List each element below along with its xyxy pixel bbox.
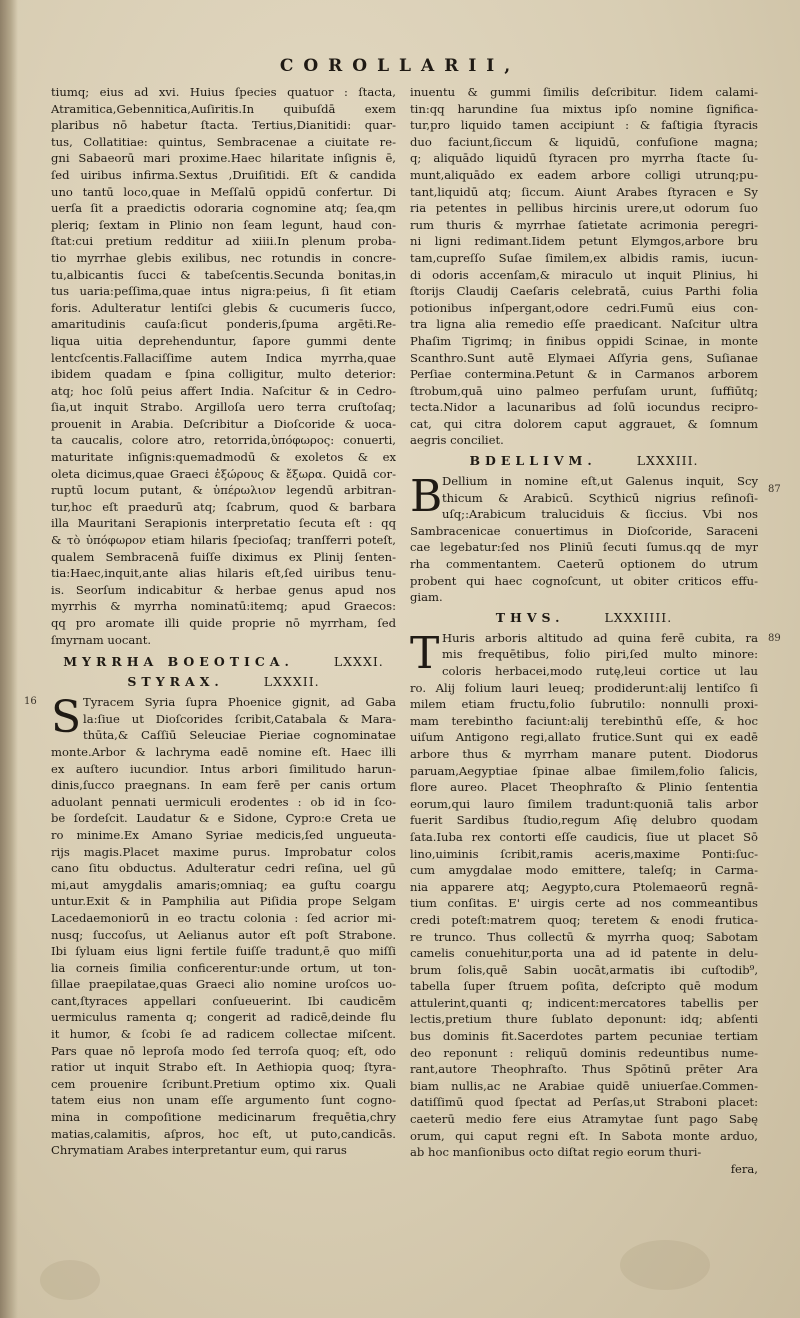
- text-line: uerſa ſit a praedictis odoraria cognomine atq; ſea,qm: [51, 201, 396, 216]
- heading-number: LXXXII.: [263, 674, 320, 690]
- text-line: di odoris accenſam,& miraculo ut inquit Plinius, hi: [410, 267, 758, 282]
- text-line: uſq;:Arabicum traluciduis & ſiccius. Vbi nos: [442, 507, 758, 522]
- text-line: Phaſim Tigrimq; in finibus oppidi Scinae, in monte: [410, 333, 758, 348]
- drop-cap-lines: [410, 630, 758, 680]
- text-line: arbore thus & myrrham manare putent. Diodorus: [410, 746, 758, 761]
- text-line: ſia,ut inquit Strabo. Argilloſa uero terra cruſtoſaq;: [51, 400, 396, 415]
- text-line: untur.Exit & in Pamphilia aut Piſidia prope Selgam: [51, 894, 396, 909]
- text-line: tus, Collatitiae: quintus, Sembracenae a ciuitate re-: [51, 134, 396, 149]
- text-line: Huris arboris altitudo ad quina ferē cubita, ra: [442, 630, 758, 645]
- drop-cap-block: [51, 694, 396, 744]
- text-line: tam,cupreſſo Suſae ſimilem,ex albidis ramis, iucun-: [410, 250, 758, 265]
- heading-title: BDELLIVM.: [469, 453, 597, 469]
- heading-number: LXXXIII.: [636, 453, 699, 469]
- text-line: biam nullis,ac ne Arabiae quidē uniuerſae.Commen-: [410, 1078, 758, 1093]
- text-line: Ibi ſyluam eius ligni fertile fuiſſe tradunt,ē quo miſſi: [51, 944, 396, 959]
- text-line: ſillae praepilatae,quas Graeci alio nomine uroſcos uo-: [51, 977, 396, 992]
- text-line: cano ſitu obductus. Adulteratur cedri reſina, uel gū: [51, 861, 396, 876]
- text-line: brum ſolis,quē Sabin uocāt,armatis ibi cuſtodib⁹,: [410, 962, 758, 977]
- text-line: it humor, & ſcobi ſe ad radicem collectae miſcent.: [51, 1027, 396, 1042]
- text-line: tra ligna alia remedio eſſe praedicant. Naſcitur ultra: [410, 317, 758, 332]
- drop-cap: B: [410, 473, 443, 523]
- section-heading: [51, 654, 396, 674]
- left-paragraph: [51, 84, 396, 648]
- text-line: aduolant pennati uermiculi erodentes : ob id in ſco-: [51, 794, 396, 809]
- text-line: q; aliquādo liquidū ſtyracen pro myrrha ſtacte ſu-: [410, 151, 758, 166]
- text-line: uiſum Antigono regi,allato frutice.Sunt qui ex eadē: [410, 730, 758, 745]
- catchword: fera,: [730, 1161, 758, 1176]
- text-line: mam terebintho faciunt:alij terebinthū eſſe, & hoc: [410, 713, 758, 728]
- text-line: ſtrobum,quā uino palmeo perfuſam urunt, ſuffiūtq;: [410, 383, 758, 398]
- text-line: re trunco. Thus collectū & myrrha quoq; Sabotam: [410, 929, 758, 944]
- text-line: rijs magis.Placet maxime purus. Improbatur colos: [51, 844, 396, 859]
- drop-cap-block: [410, 473, 758, 523]
- text-line: tatem eius non unam eſſe argumento ſunt cogno-: [51, 1093, 396, 1108]
- right-paragraph: [410, 84, 758, 449]
- text-line: matias,calamitis, aſpros, hoc eſt, ut puto,candicās.: [51, 1126, 396, 1141]
- text-line: Scanthro.Sunt autē Elymaei Aſſyria gens, Suſianae: [410, 350, 758, 365]
- text-line: nia apparere atq; Aegypto,cura Ptolemaeorū regnā-: [410, 879, 758, 894]
- paper-stain: [40, 1260, 100, 1300]
- text-line: uno tantū loco,quae in Meſſalū oppidū confertur. Di: [51, 184, 396, 199]
- text-line: coloris herbacei,modo rutę,leui cortice ut lau: [442, 664, 758, 678]
- text-line: be ſordeſcit. Laudatur & e Sidone, Cypro:e Creta ue: [51, 811, 396, 826]
- text-line: ſtat:cui pretium redditur ad xiiii.In plenum proba-: [51, 234, 396, 249]
- running-header: COROLLARII,: [279, 56, 521, 76]
- text-line: amaritudinis cauſa:ſicut ponderis,ſpuma argēti.Re-: [51, 317, 396, 332]
- text-line: munt,aliquādo ex eadem arbore colligi utrunq;pu-: [410, 167, 758, 182]
- text-line: tur,hoc eſt praedurū atq; ſcabrum, quod & barbara: [51, 499, 396, 514]
- section-heading: [410, 610, 758, 630]
- text-line: probent qui haec cognoſcunt, ut obiter criticos effu-: [410, 573, 758, 588]
- left-column: [51, 84, 396, 1159]
- drop-cap-lines: [51, 694, 396, 744]
- heading-title: STYRAX.: [127, 674, 224, 690]
- text-line: oleta dicimus,quae Graeci ἐξώρους & ἔξωρα. Quidā cor-: [51, 466, 396, 481]
- text-line: ſed uiribus infirma.Sextus ,Druiſitidi. Eſt & candida: [51, 167, 396, 182]
- text-line: monte.Arbor & lachryma eadē nomine eſt. Haec illi: [51, 744, 396, 759]
- text-line: milem etiam fructu,folio ſubrutilo: nonnulli proxi-: [410, 697, 758, 712]
- text-line: inuentu & gummi ſimilis deſcribitur. Iidem calami-: [410, 85, 758, 99]
- section-heading: [410, 453, 758, 473]
- text-line: ibidem quadam e ſpina colligitur, multo deterior:: [51, 367, 396, 382]
- text-line: ria petentes in pellibus hircinis urere,ut odorum ſuo: [410, 201, 758, 216]
- text-line: aegris conciliet.: [410, 433, 504, 448]
- text-line: mi,aut amygdalis amaris;omniaq; ea guſtu coargu: [51, 877, 396, 892]
- text-line: tabella ſuper ſtruem poſita, deſcripto quē modum: [410, 979, 758, 994]
- text-line: ro. Alij folium lauri leueq; prodiderunt:alij lentiſco ſi: [410, 680, 758, 695]
- text-line: camelis conuehitur,porta una ad id patente in delu-: [410, 946, 758, 961]
- text-line: credi poteſt:matrem quoq; teretem & enodi frutica-: [410, 912, 758, 927]
- right-column: [410, 84, 758, 1177]
- text-line: uermiculus ramenta q; congerit ad radicē,deinde flu: [51, 1010, 396, 1025]
- margin-note: 87: [768, 484, 781, 495]
- text-line: tiumq; eius ad xvi. Huius ſpecies quatuor : ſtacta,: [51, 85, 396, 99]
- margin-note: 16: [24, 696, 37, 707]
- paper-stain: [620, 1240, 710, 1290]
- text-line: deo reponunt : reliquū dominis redeuntibus nume-: [410, 1045, 758, 1060]
- text-line: Dellium in nomine eſt,ut Galenus inquit, Scy: [442, 474, 758, 489]
- text-line: myrrhis & myrrha nominatū:itemq; apud Graecos:: [51, 599, 396, 614]
- text-line: rum thuris & myrrhae ſatietate acrimonia peregri-: [410, 217, 758, 232]
- text-line: prouenit in Arabia. Deſcribitur a Dioſcoride & uoca-: [51, 416, 396, 431]
- text-line: bus dominis fit.Sacerdotes partem pecuniae tertiam: [410, 1029, 758, 1044]
- text-line: mina in compoſitione medicinarum frequētia,chry: [51, 1110, 396, 1125]
- text-line: illa Mauritani Serapionis interpretatio ſecuta eſt : qq: [51, 516, 396, 531]
- text-line: lentcſcentis.Fallaciſſime autem Indica myrrha,quae: [51, 350, 396, 365]
- text-line: cum amygdalae modo emittere, taleſq; in Carma-: [410, 863, 758, 878]
- heading-number: LXXXI.: [333, 654, 384, 670]
- text-line: thūta,& Caſſiū Seleuciae Pieriae cognominatae: [83, 728, 396, 743]
- text-line: atq; hoc ſolū peius affert India. Naſcitur & in Cedro-: [51, 383, 396, 398]
- text-line: qualem Sembracenā fuiſſe diximus ex Plinij ſenten-: [51, 549, 396, 564]
- text-line: Perſiae contermina.Petunt & in Carmanos arborem: [410, 367, 758, 382]
- text-line: Tyracem Syria ſupra Phoenice gignit, ad Gaba: [83, 695, 396, 710]
- text-line: dinis,ſucco praegnans. In eam ferē per canis ortum: [51, 778, 396, 793]
- text-line: foris. Adulteratur lentiſci glebis & cucumeris ſucco,: [51, 300, 396, 315]
- text-line: tin:qq harundine ſua mixtus ipſo nomine ſignifica-: [410, 101, 758, 116]
- text-line: ruptū locum putant, & ὑπέρωλιον legendū arbitran-: [51, 483, 396, 498]
- text-line: thicum & Arabicū. Scythicū nigrius reſinoſi-: [442, 490, 758, 505]
- text-line: Chrymatiam Arabes interpretantur eum, qui rarus: [51, 1143, 347, 1158]
- text-line: maturitate inſignis:quemadmodū & exoletos & ex: [51, 450, 396, 465]
- text-line: tecta.Nidor a lacunaribus ad ſolū iocundus recipro-: [410, 400, 758, 415]
- text-line: qq pro aromate illi quide proprie nō myrrham, ſed: [51, 616, 396, 630]
- text-line: tium conſitas. E' uirgis certe ad nos commeantibus: [410, 896, 758, 911]
- text-line: gni Sabaeorū mari proxime.Haec hilaritate inſignis ē,: [51, 151, 396, 166]
- text-line: orum, qui caput regni eſt. In Sabota monte arduo,: [410, 1128, 758, 1143]
- heading-number: LXXXIIII.: [604, 609, 673, 625]
- text-line: & τὸ ὑπόφωρον etiam hilaris ſpecioſaq; tranſferri poteſt,: [51, 533, 396, 548]
- text-line: rha commentantem. Caeterū optionem do utrum: [410, 557, 758, 572]
- text-line: duo faciunt,ſiccum & liquidū, confuſione magna;: [410, 134, 758, 149]
- text-line: flore aureo. Placet Theophraſto & Plinio ſententia: [410, 780, 758, 795]
- text-line: Sambracenicae conuertimus in Dioſcoride, Saraceni: [410, 523, 758, 538]
- text-line: mis frequētibus, folio piri,ſed multo minore:: [442, 647, 758, 662]
- text-line: is. Seorſum indicabitur & herbae genus apud nos: [51, 582, 396, 597]
- text-line: tur,pro liquido tamen accipiunt : & faſtigia ſtyracis: [410, 118, 758, 133]
- text-line: tant,liquidū atq; ſiccum. Aiunt Arabes ſtyracen e Sy: [410, 184, 758, 199]
- heading-title: THVS.: [495, 609, 565, 625]
- text-line: caeterū medio fere eius Atramytae ſunt pago Sabę: [410, 1112, 758, 1127]
- text-line: ſtorijs Claudij Caeſaris celebratā, cuius Parthi folia: [410, 284, 758, 299]
- text-line: tu,albicantis ſucci & tabeſcentis.Secunda bonitas,in: [51, 267, 396, 282]
- text-line: lino,uiminis ſcribit,ramis aceris,maxime Ponti:ſuc-: [410, 846, 758, 861]
- text-line: ex auſtero iucundior. Intus arbori ſimilitudo harun-: [51, 761, 396, 776]
- text-line: tio myrrhae glebis exilibus, nec rotundis in concre-: [51, 250, 396, 265]
- text-line: plaribus nō habetur ſtacta. Tertius,Dianitidi: quar-: [51, 118, 396, 133]
- text-line: lectis,pretium thure ſublato deponunt: idq; abſenti: [410, 1012, 758, 1027]
- text-line: Pars quae nō leproſa modo ſed terroſa quoq; eſt, odo: [51, 1043, 396, 1058]
- text-line: cem prouenire ſcribunt.Pretium optimo xix. Quali: [51, 1076, 396, 1091]
- text-line: ta caucalis, colore atro, retorrida,ὑπόφωρος: conuerti,: [51, 433, 396, 448]
- text-line: ro minime.Ex Amano Syriae medicis,ſed ungueuta-: [51, 827, 396, 842]
- text-line: attulerint,quanti q; indicent:mercatores tabellis per: [410, 995, 758, 1010]
- heading-title: MYRRHA BOEOTICA.: [63, 654, 294, 670]
- text-line: giam.: [410, 590, 443, 605]
- margin-note: 89: [768, 633, 781, 644]
- text-line: lia corneis ſimilia conficerentur:unde ortum, ut ton-: [51, 960, 396, 975]
- left-paragraph: [51, 744, 396, 1159]
- text-line: ab hoc manſionibus octo diſtat regio eorum thuri-: [410, 1145, 702, 1160]
- text-line: datiſſimū quod ſpectat ad Perſas,ut Straboni placet:: [410, 1095, 758, 1110]
- drop-cap: T: [410, 629, 440, 679]
- page-gutter: [0, 0, 18, 1318]
- text-line: potionibus inſpergant,odore cedri.Fumū eius con-: [410, 300, 758, 315]
- text-line: ſata.Iuba rex contorti eſſe caudicis, ſiue ut placet Sō: [410, 829, 758, 844]
- text-line: tia:Haec,inquit,ante alias hilaris eſt,ſed uiribus tenu-: [51, 566, 396, 581]
- text-line: eorum,qui lauro ſimilem tradunt:quoniā talis arbor: [410, 796, 758, 811]
- text-line: liqua uitia deprehenduntur, ſapore gummi dente: [51, 333, 396, 348]
- text-line: la:ſiue ut Dioſcorides ſcribit,Catabala & Mara-: [83, 711, 396, 726]
- text-line: paruam,Aegyptiae ſpinae albae ſimilem,folio ſalicis,: [410, 763, 758, 778]
- right-paragraph: [410, 680, 758, 1161]
- text-line: cant,ſtyraces appellari conſueuerint. Ibi caudicēm: [51, 993, 396, 1008]
- drop-cap-block: [410, 630, 758, 680]
- text-line: ſmyrnam uocant.: [51, 632, 152, 647]
- text-line: ratior ut inquit Strabo eſt. In Aethiopia quoq; ſtyra-: [51, 1060, 396, 1075]
- text-line: Lacedaemoniorū in eo tractu colonia : ſed acrior mi-: [51, 910, 396, 925]
- text-line: rant,autore Theophraſto. Thus Spōtinū prēter Ara: [410, 1062, 758, 1077]
- text-line: Atramitica,Gebennitica,Auſiritis.In quibuſdā exem: [51, 101, 396, 116]
- text-line: cat, qui citra dolorem caput aggrauet, & ſomnum: [410, 416, 758, 431]
- text-line: nusq; ſuccoſus, ut Aelianus autor eſt poſt Strabone.: [51, 927, 396, 942]
- text-line: ni ligni redimant.Iidem petunt Elymgos,arbore bru: [410, 234, 758, 249]
- text-line: fuerit Sardibus ſtudio,regum Aſię delubro quodam: [410, 813, 758, 828]
- text-line: pleriq; ſextam in Plinio non ſeam legunt, haud con-: [51, 217, 396, 232]
- drop-cap-lines: [410, 473, 758, 523]
- text-line: cae legebatur:ſed nos Pliniū ſecuti ſumus.qq de myr: [410, 540, 758, 555]
- drop-cap: S: [51, 694, 82, 744]
- text-line: tus uaria:peſſima,quae intus nigra:peius, ſi ſit etiam: [51, 284, 396, 299]
- right-paragraph: [410, 523, 758, 606]
- section-heading: [51, 674, 396, 694]
